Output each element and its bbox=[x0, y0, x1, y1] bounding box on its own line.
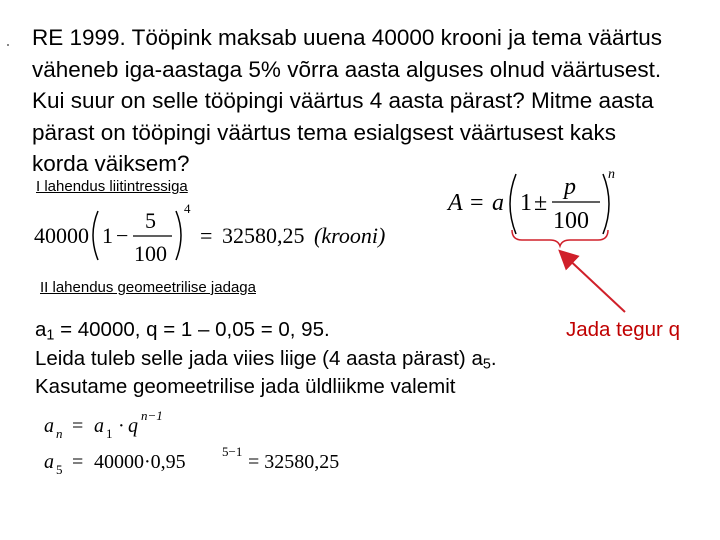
formula-one: 1 bbox=[102, 223, 113, 248]
formula-exponent: 4 bbox=[184, 201, 191, 216]
bullet-dot bbox=[7, 44, 9, 46]
formula-minus: − bbox=[116, 223, 129, 248]
a1-sub: 1 bbox=[106, 426, 113, 441]
formula-denominator: 100 bbox=[134, 241, 167, 266]
left-paren bbox=[93, 211, 98, 260]
jada-tegur-label: Jada tegur q bbox=[566, 318, 680, 341]
arrow-line bbox=[564, 255, 625, 312]
problem-line-5: korda väiksem? bbox=[32, 151, 190, 176]
formula-base: 40000 bbox=[34, 223, 89, 248]
f1-equals: = bbox=[72, 415, 84, 437]
formula-unit: (krooni) bbox=[314, 223, 386, 248]
formula-numerator: 5 bbox=[145, 208, 156, 233]
general-right-paren bbox=[603, 174, 609, 234]
solution2-heading: II lahendus geomeetrilise jadaga bbox=[40, 279, 256, 296]
solution2-line-2: Leida tuleb selle jada viies liige (4 aasta pärast) $a_5$. bbox=[35, 346, 497, 373]
solution2-line-3: Kasutame geomeetrilise jada üldliikme valemit bbox=[35, 375, 456, 398]
general-one: 1 bbox=[520, 190, 532, 216]
geometric-formulas bbox=[38, 408, 398, 490]
formula-equals: = bbox=[200, 223, 213, 248]
problem-line-4: pärast on tööpingi väärtus tema esialgsest väärtusest kaks bbox=[32, 119, 617, 145]
a5-a: a bbox=[44, 451, 54, 473]
problem-line-3: Kui suur on selle tööpingi väärtus 4 aasta pärast? Mitme aasta bbox=[32, 88, 654, 113]
formula-result: 32580,25 bbox=[222, 223, 305, 248]
general-a: a bbox=[492, 190, 504, 216]
an-sub: n bbox=[56, 426, 63, 441]
general-pm: ± bbox=[534, 190, 548, 216]
problem-line-2: väheneb iga-aastaga 5% võrra aasta alguses olnud väärtusest. bbox=[32, 56, 662, 82]
a1-a: a bbox=[94, 415, 104, 437]
general-denominator: 100 bbox=[553, 208, 589, 234]
compound-interest-formula bbox=[30, 198, 400, 270]
problem-statement bbox=[32, 22, 712, 180]
f2-equals: = bbox=[72, 451, 84, 473]
solution1-heading: I lahendus liitintressiga bbox=[36, 178, 188, 195]
f1-dot: · bbox=[118, 415, 125, 437]
general-exponent: n bbox=[608, 167, 615, 182]
solution2-line-1: $a_1 = 40000$, q = 1 – 0,05 = 0, 95. bbox=[35, 318, 330, 344]
general-numerator: p bbox=[564, 174, 576, 200]
a5-sub: 5 bbox=[56, 462, 63, 477]
f2-exp: 5−1 bbox=[222, 444, 243, 459]
general-left-paren bbox=[510, 174, 516, 234]
an-a: a bbox=[44, 415, 54, 437]
f1-exp: n−1 bbox=[141, 408, 163, 423]
general-lhs: A bbox=[448, 190, 463, 216]
right-paren bbox=[176, 211, 181, 260]
f1-q: q bbox=[128, 415, 138, 437]
problem-line-1: RE 1999. Tööpink maksab uuena 40000 krooni ja tema väärtus bbox=[32, 25, 662, 50]
f2-expr: 40000·0,95 bbox=[94, 451, 186, 473]
general-equals: = bbox=[470, 190, 484, 216]
f2-result: = 32580,25 bbox=[248, 451, 340, 473]
